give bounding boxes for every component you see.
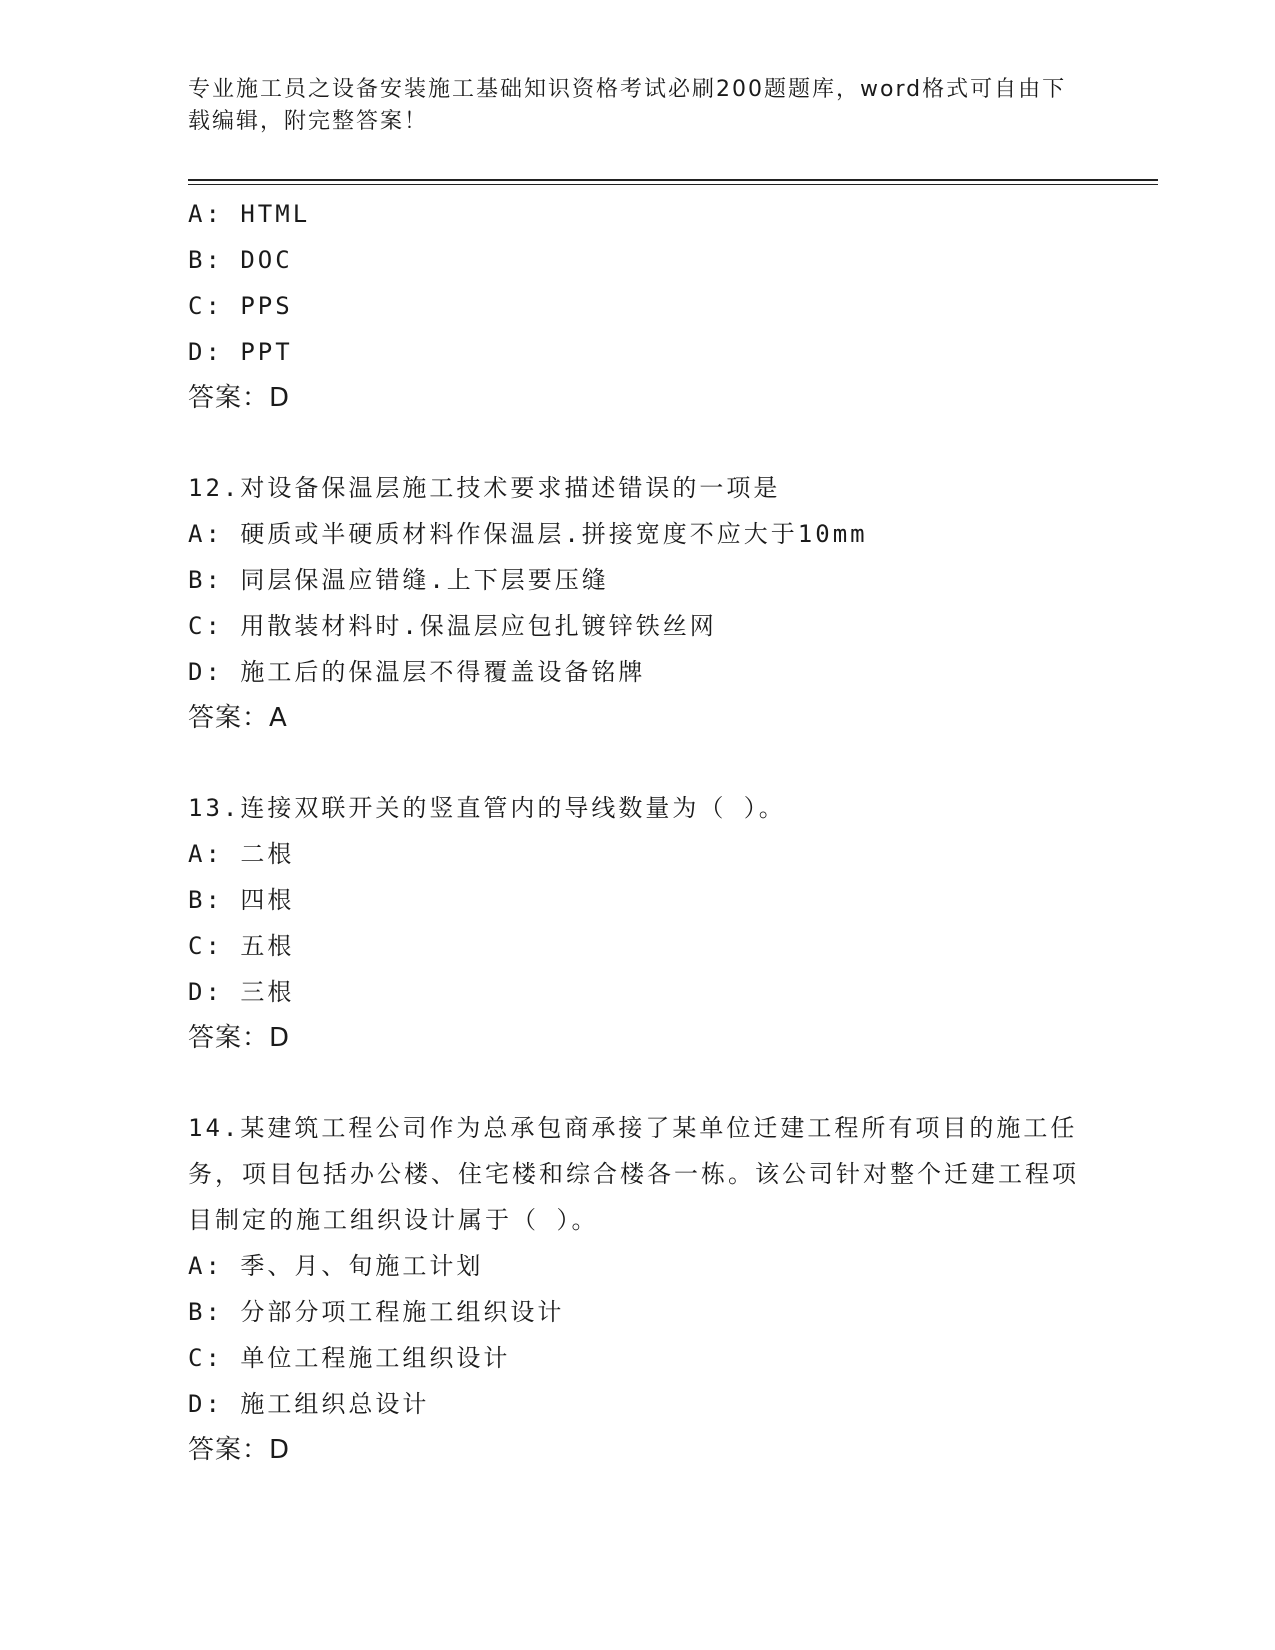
question-text: 12.对设备保温层施工技术要求描述错误的一项是 <box>188 474 781 502</box>
header-rule-thick <box>188 179 1158 181</box>
option-a: A: 季、月、旬施工计划 <box>188 1252 484 1280</box>
header-rule-thin <box>188 184 1158 185</box>
option-d: D: 施工组织总设计 <box>188 1390 430 1418</box>
spacer <box>188 741 1088 785</box>
question-text: 13.连接双联开关的竖直管内的导线数量为（ ）。 <box>188 794 786 822</box>
option-c: C: 五根 <box>188 932 295 960</box>
spacer <box>188 1061 1088 1105</box>
question-13-block <box>188 785 1088 1061</box>
question-text: 14.某建筑工程公司作为总承包商承接了某单位迁建工程所有项目的施工任务，项目包括办公楼、住宅楼和综合楼各一栋。该公司针对整个迁建工程项目制定的施工组织设计属于（ ）。 <box>188 1114 1079 1234</box>
option-d: D: 三根 <box>188 978 295 1006</box>
document-body <box>188 191 1088 1473</box>
option-c: C: PPS <box>188 292 293 320</box>
spacer <box>188 421 1088 465</box>
question-12-block <box>188 465 1088 741</box>
option-d: D: 施工后的保温层不得覆盖设备铭牌 <box>188 658 646 686</box>
option-a: A: 硬质或半硬质材料作保温层.拼接宽度不应大于10mm <box>188 520 868 548</box>
option-a: A: HTML <box>188 200 311 228</box>
option-b: B: 四根 <box>188 886 295 914</box>
answer: 答案：D <box>188 383 291 413</box>
answer: 答案：A <box>188 703 288 733</box>
option-b: B: 分部分项工程施工组织设计 <box>188 1298 565 1326</box>
question-14-block <box>188 1105 1088 1473</box>
option-c: C: 单位工程施工组织设计 <box>188 1344 511 1372</box>
option-b: B: DOC <box>188 246 293 274</box>
option-b: B: 同层保温应错缝.上下层要压缝 <box>188 566 609 594</box>
option-a: A: 二根 <box>188 840 295 868</box>
option-c: C: 用散装材料时.保温层应包扎镀锌铁丝网 <box>188 612 717 640</box>
answer: 答案：D <box>188 1435 291 1465</box>
answer: 答案：D <box>188 1023 291 1053</box>
document-header: 专业施工员之设备安装施工基础知识资格考试必刷200题题库，word格式可自由下载编辑，附完整答案！ <box>188 77 1067 134</box>
option-d: D: PPT <box>188 338 293 366</box>
question-11-block <box>188 191 1088 421</box>
